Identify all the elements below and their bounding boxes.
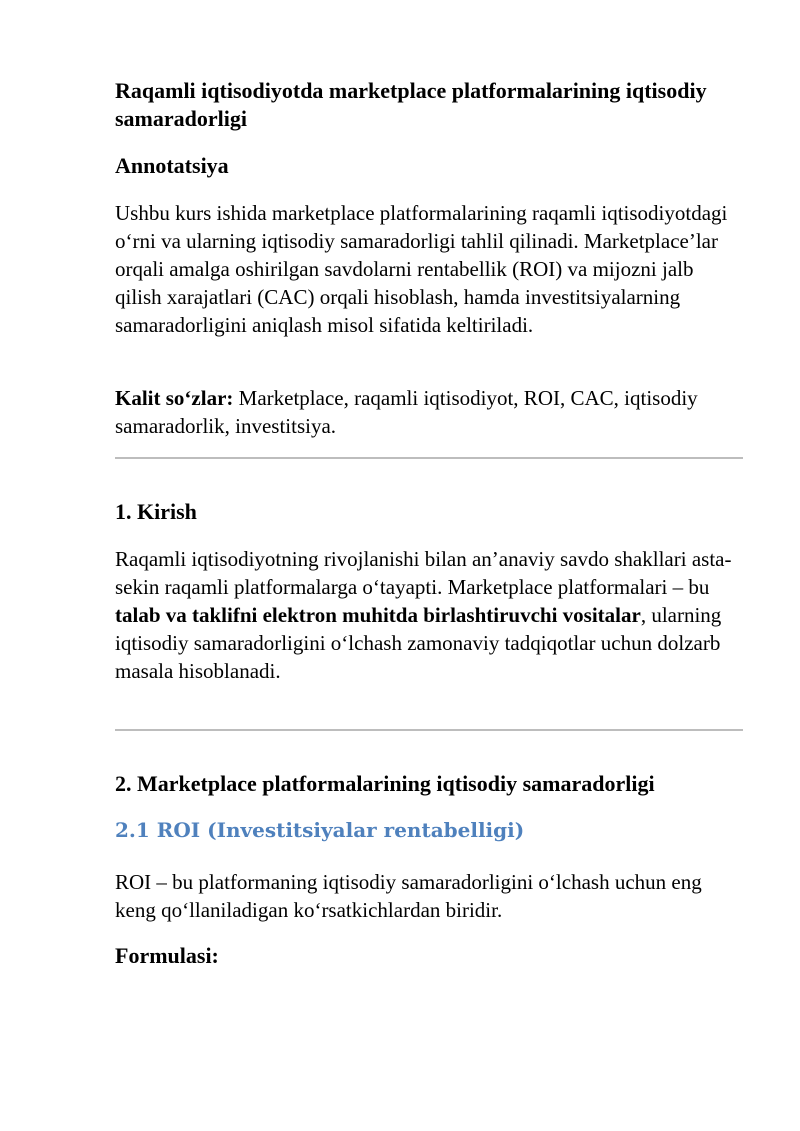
intro-text-start: Raqamli iqtisodiyotning rivojlanishi bilan an’anaviy savdo shakllari asta-sekin raqamli platformalarga o‘tayapti. Marketplace platformalari – bu bbox=[115, 547, 732, 599]
horizontal-divider bbox=[115, 729, 743, 731]
roi-paragraph: ROI – bu platformaning iqtisodiy samaradorligini o‘lchash uchun eng keng qo‘llaniladigan ko‘rsatkichlardan biridir. bbox=[115, 870, 702, 922]
keywords-text: Marketplace, raqamli iqtisodiyot, ROI, CAC, iqtisodiy samaradorlik, investitsiya. bbox=[115, 386, 698, 438]
section-1-paragraph bbox=[115, 545, 743, 685]
formula-label: Formulasi: bbox=[115, 943, 219, 968]
abstract-paragraph: Ushbu kurs ishida marketplace platformalarining raqamli iqtisodiyotdagi o‘rni va ularning iqtisodiy samaradorligi tahlil qilinadi. Marketplace’lar orqali amalga oshirilgan savdolarni rentabellik (ROI) va mijozni jalb qilish xarajatlari (CAC) orqali hisoblash, hamda investitsiyalarning samaradorligini aniqlash misol sifatida keltiriladi. bbox=[115, 201, 728, 337]
section-2-heading: 2. Marketplace platformalarining iqtisodiy samaradorligi bbox=[115, 771, 655, 796]
intro-text-end: , ularning iqtisodiy samaradorligini o‘lchash zamonaviy tadqiqotlar uchun dolzarb masala hisoblanadi. bbox=[115, 603, 722, 683]
keywords-paragraph bbox=[115, 384, 743, 440]
document-title: Raqamli iqtisodiyotda marketplace platformalarining iqtisodiy samaradorligi bbox=[115, 78, 707, 131]
section-1-heading: 1. Kirish bbox=[115, 499, 197, 524]
horizontal-divider bbox=[115, 457, 743, 459]
abstract-heading: Annotatsiya bbox=[115, 153, 229, 178]
section-2-1-subheading: 2.1 ROI (Investitsiyalar rentabelligi) bbox=[115, 818, 525, 842]
keywords-label: Kalit so‘zlar: bbox=[115, 386, 234, 410]
intro-text-bold: talab va taklifni elektron muhitda birlashtiruvchi vositalar bbox=[115, 603, 641, 627]
